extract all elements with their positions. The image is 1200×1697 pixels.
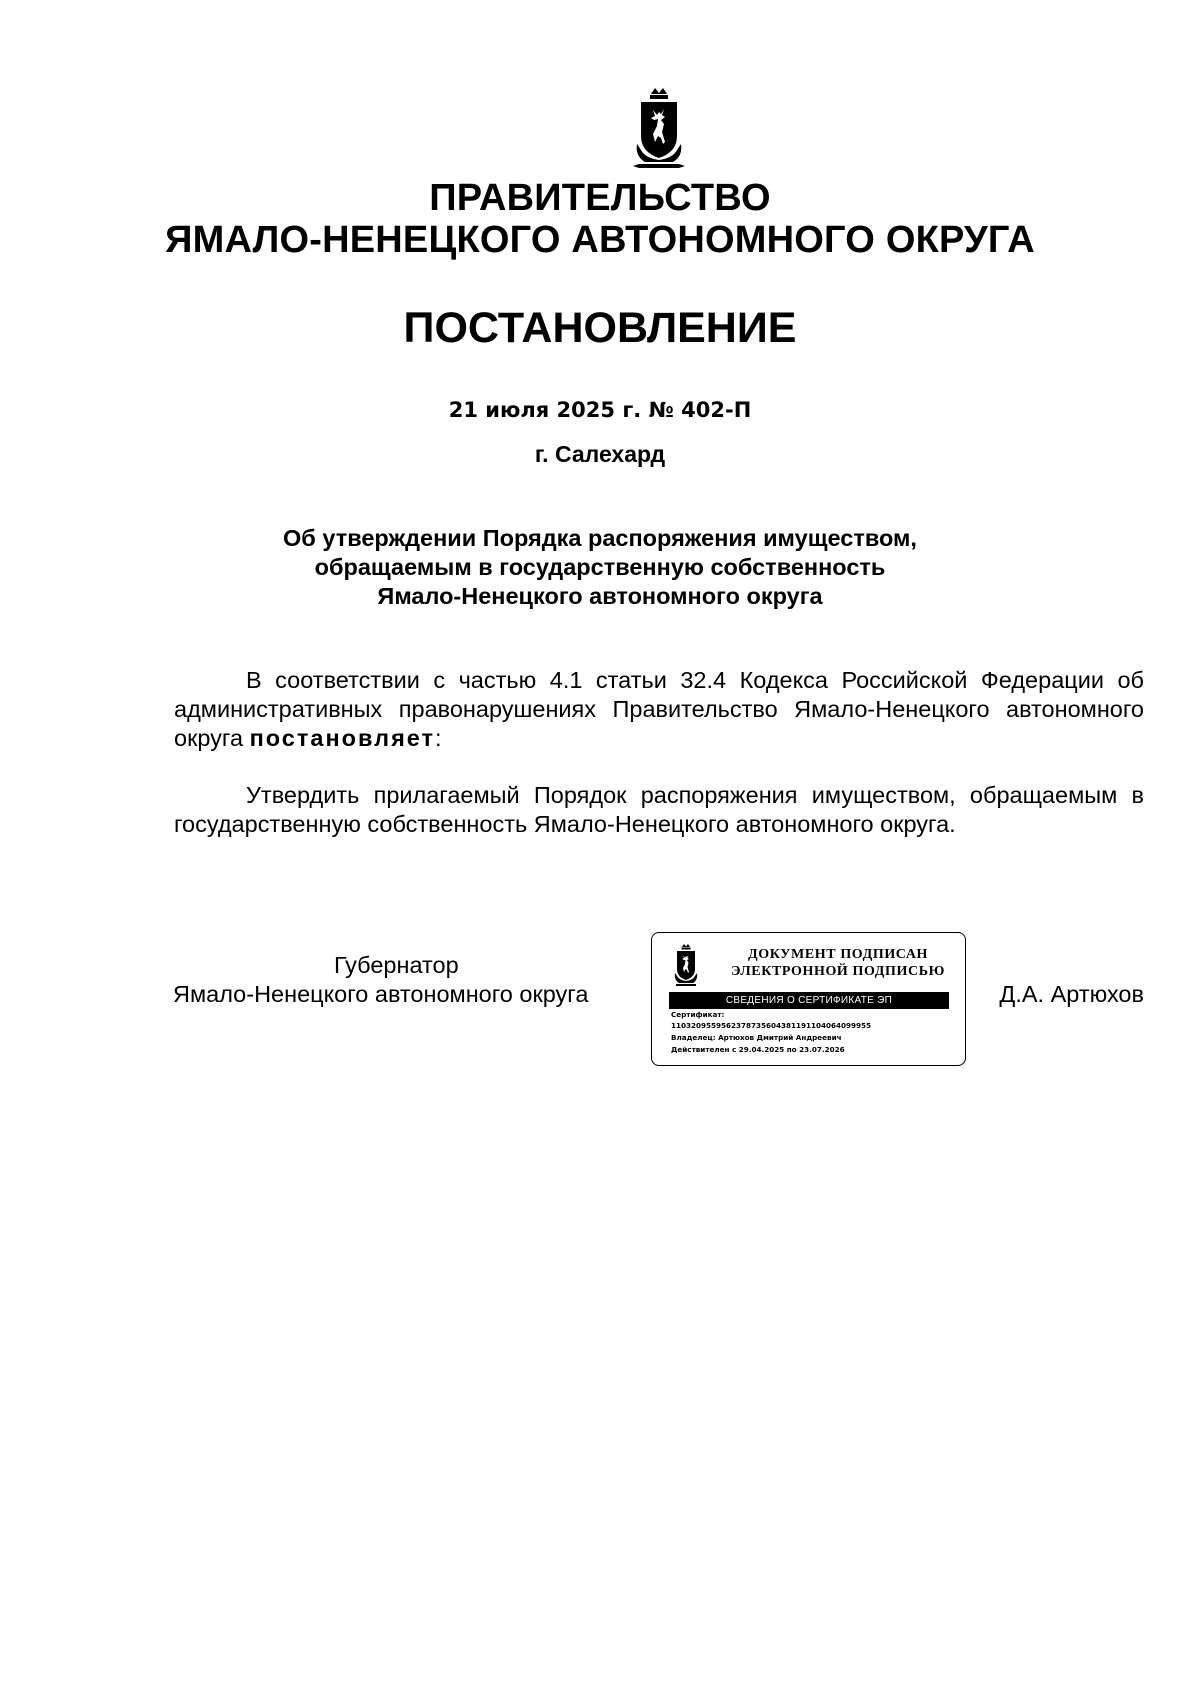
government-region: ЯМАЛО-НЕНЕЦКОГО АВТОНОМНОГО ОКРУГА [165,219,1035,261]
certificate-label: Сертификат: [671,1010,725,1019]
stamp-heading-line: ДОКУМЕНТ ПОДПИСАН [747,947,929,962]
yamal-coat-of-arms-icon [673,943,699,987]
preamble-text: В соответствии с частью 4.1 статьи 32.4 Кодекса Российской Федерации об административных правонарушениях Правительство Ямало-Ненецкого автономного округа [174,667,1144,751]
document-date-number: 21 июля 2025 г. № 402-П [448,398,752,422]
subject-line: Об утверждении Порядка распоряжения имуществом, [283,525,917,551]
stamp-heading-line: ЭЛЕКТРОННОЙ ПОДПИСЬЮ [731,964,945,979]
stamp-heading [718,946,958,980]
paragraph-resolution [174,781,1144,839]
document-subject [0,524,1200,611]
yamal-coat-of-arms-icon [631,86,687,172]
certificate-info-bar: СВЕДЕНИЯ О СЕРТИФИКАТЕ ЭП [669,992,949,1009]
subject-line: обращаемым в государственную собственность [314,554,886,580]
decree-word: постановляет [249,725,436,751]
certificate-owner: Владелец: Артюхов Дмитрий Андреевич [671,1033,842,1042]
signatory-organization: Ямало-Ненецкого автономного округа [173,981,589,1007]
government-title: ПРАВИТЕЛЬСТВО [429,177,771,219]
subject-line: Ямало-Ненецкого автономного округа [377,583,823,609]
signatory-name: Д.А. Артюхов [999,981,1144,1007]
electronic-signature-stamp [651,932,966,1066]
certificate-validity: Действителен с 29.04.2025 по 23.07.2026 [671,1045,845,1054]
document-city: г. Салехард [534,441,666,467]
certificate-number: 1103209559562378735604381191104064099955 [671,1021,872,1030]
document-type: ПОСТАНОВЛЕНИЕ [403,304,797,352]
preamble-tail: : [435,725,442,751]
paragraph-preamble [174,666,1144,753]
signatory-title: Губернатор [334,952,459,978]
resolution-text: Утвердить прилагаемый Порядок распоряжения имуществом, обращаемым в государственную собственность Ямало-Ненецкого автономного округа. [174,782,1144,837]
